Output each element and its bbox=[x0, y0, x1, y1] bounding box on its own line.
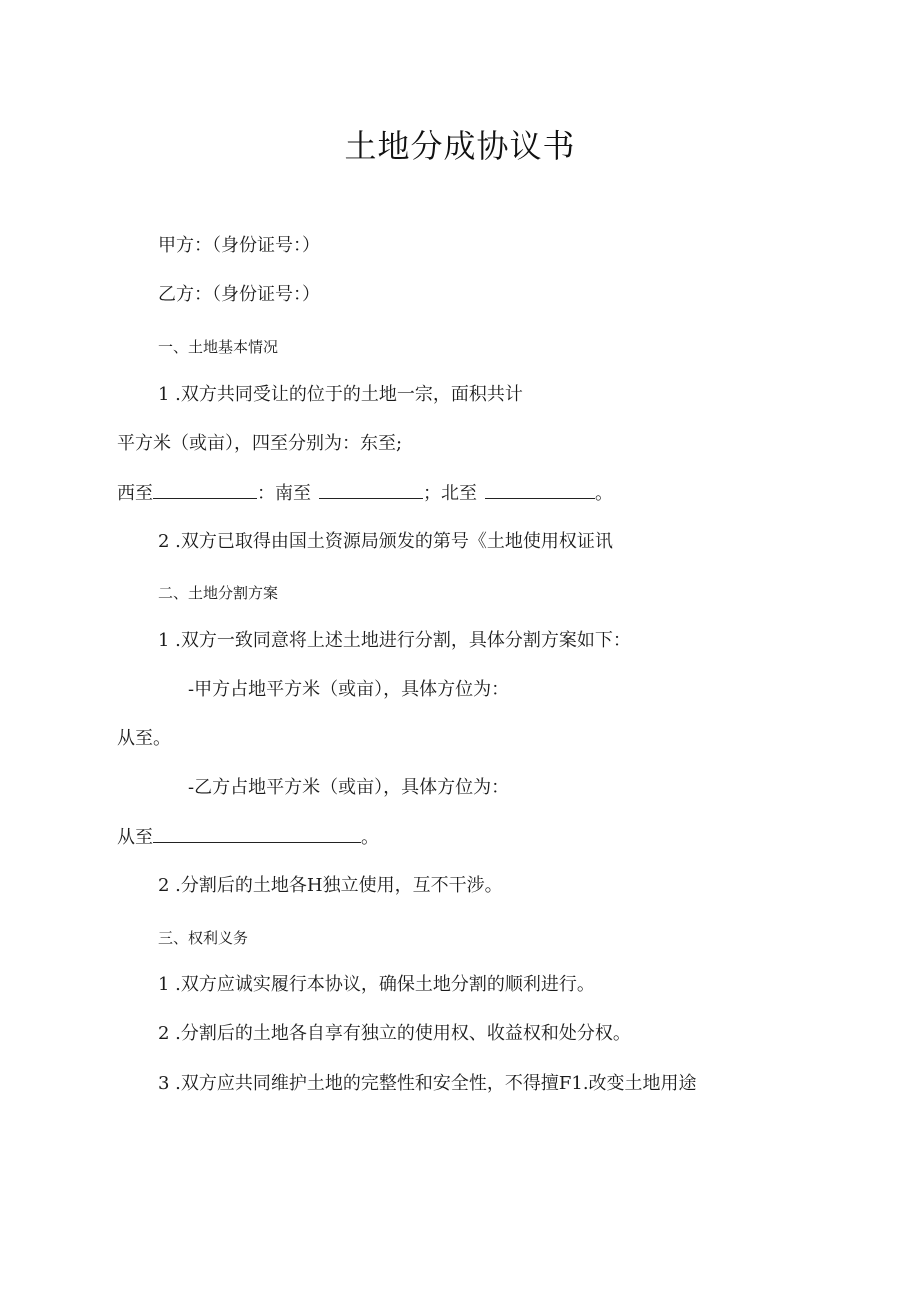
west-label: 西至 bbox=[117, 483, 153, 504]
section-3-item-1: 1 .双方应诚实履行本协议，确保土地分割的顺利进行。 bbox=[158, 974, 595, 995]
boundaries-end: 。 bbox=[595, 483, 613, 504]
party-b-from-label: 从至 bbox=[117, 827, 153, 848]
south-label: ：南至 bbox=[257, 483, 311, 504]
section-1-item-1-line-1: 1 .双方共同受让的位于的土地一宗，面积共计 bbox=[158, 384, 523, 405]
south-blank bbox=[319, 480, 423, 499]
party-a-line: 甲方：（身份证号：） bbox=[158, 235, 320, 256]
party-b-share-line: -乙方占地平方米（或亩），具体方位为： bbox=[188, 777, 510, 798]
north-label: ；北至 bbox=[423, 483, 477, 504]
party-a-from-line: 从至。 bbox=[117, 728, 171, 749]
party-b-line: 乙方：（身份证号：） bbox=[158, 284, 320, 305]
section-2-heading: 二、土地分割方案 bbox=[158, 584, 279, 602]
section-3-item-2: 2 .分割后的土地各自享有独立的使用权、收益权和处分权。 bbox=[158, 1023, 631, 1044]
section-3-item-3: 3 .双方应共同维护土地的完整性和安全性，不得擅F1.改变土地用途 bbox=[158, 1073, 697, 1094]
section-1-heading: 一、土地基本情况 bbox=[158, 338, 279, 356]
section-3-heading: 三、权利义务 bbox=[158, 929, 249, 947]
section-2-item-1: 1 .双方一致同意将上述土地进行分割，具体分割方案如下： bbox=[158, 630, 631, 651]
section-1-item-1-line-2: 平方米（或亩），四至分别为：东至; bbox=[117, 433, 403, 454]
west-blank bbox=[153, 480, 257, 499]
section-1-item-2: 2 .双方已取得由国土资源局颁发的第号《土地使用权证讯 bbox=[158, 531, 613, 552]
party-b-from-line bbox=[117, 824, 379, 851]
north-blank bbox=[485, 480, 595, 499]
boundaries-line bbox=[117, 480, 613, 507]
document-title: 土地分成协议书 bbox=[344, 127, 576, 165]
section-2-item-2: 2 .分割后的土地各H独立使用，互不干涉。 bbox=[158, 875, 503, 896]
party-b-from-blank bbox=[153, 824, 361, 843]
party-b-from-end: 。 bbox=[361, 827, 379, 848]
party-a-share-line: -甲方占地平方米（或亩），具体方位为： bbox=[188, 679, 510, 700]
